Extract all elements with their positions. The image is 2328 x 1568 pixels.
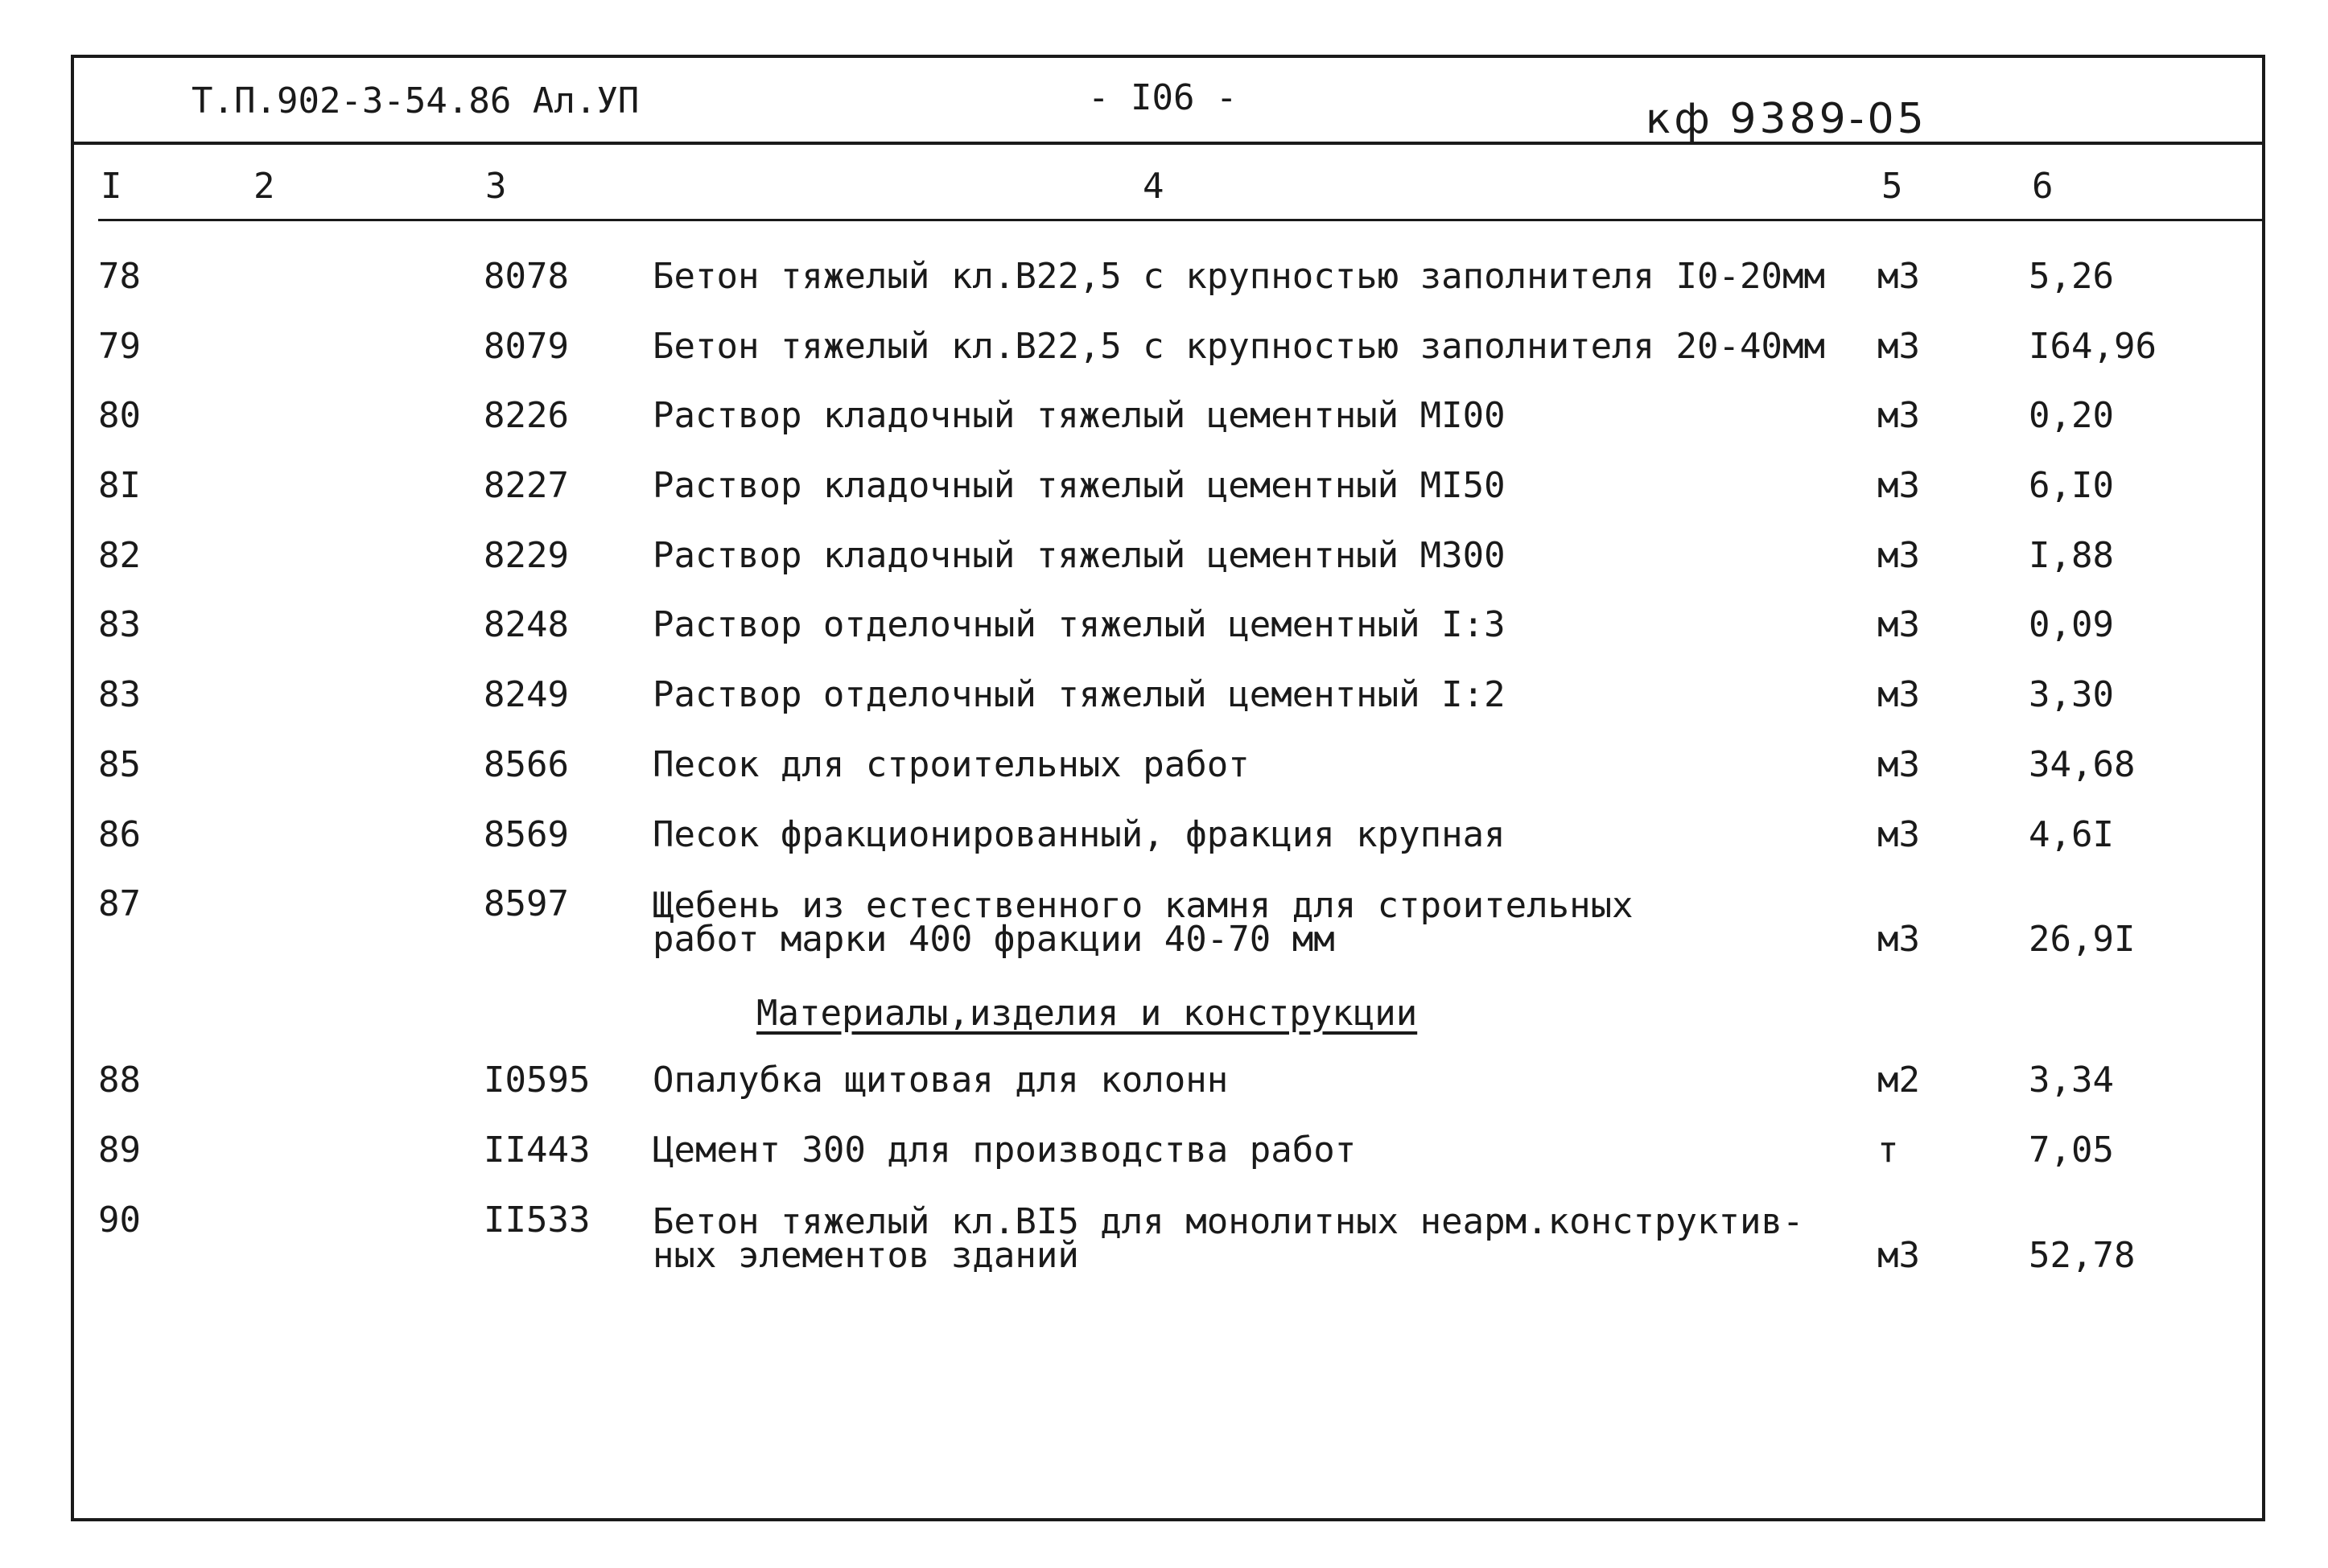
row-number: 85 (98, 744, 141, 785)
row-unit: м2 (1877, 1060, 1920, 1101)
page-number: - I06 - (1088, 77, 1238, 118)
row-number: 90 (98, 1200, 141, 1241)
row-code: 8597 (484, 883, 569, 924)
row-quantity: I64,96 (2029, 326, 2157, 367)
row-code: 8229 (484, 535, 569, 576)
row-description-line-2: работ марки 400 фракции 40-70 мм (653, 919, 1335, 960)
row-description-line-2: ных элементов зданий (653, 1235, 1079, 1276)
row-description: Раствор отделочный тяжелый цементный I:3 (653, 604, 1506, 645)
row-unit: м3 (1877, 814, 1920, 855)
row-quantity: 7,05 (2029, 1130, 2114, 1171)
row-code: I0595 (484, 1060, 591, 1101)
row-quantity: 4,6I (2029, 814, 2114, 855)
column-header-1: I (101, 166, 122, 207)
row-unit: м3 (1877, 535, 1920, 576)
row-quantity: 6,I0 (2029, 465, 2114, 506)
column-header-4: 4 (1143, 166, 1164, 207)
row-code: 8079 (484, 326, 569, 367)
row-code: 8248 (484, 604, 569, 645)
row-quantity: I,88 (2029, 535, 2114, 576)
row-number: 82 (98, 535, 141, 576)
row-quantity: 3,34 (2029, 1060, 2114, 1101)
doc-code: Т.П.902-3-54.86 Ал.УП (192, 80, 640, 121)
row-number: 78 (98, 256, 141, 297)
row-description: Раствор кладочный тяжелый цементный М300 (653, 535, 1506, 576)
row-unit: м3 (1877, 604, 1920, 645)
row-unit: м3 (1877, 326, 1920, 367)
row-code: 8226 (484, 395, 569, 436)
row-quantity: 0,20 (2029, 395, 2114, 436)
row-unit: м3 (1877, 1235, 1920, 1276)
row-quantity: 26,9I (2029, 919, 2136, 960)
row-description: Раствор отделочный тяжелый цементный I:2 (653, 674, 1506, 715)
column-header-6: 6 (2032, 166, 2054, 207)
row-number: 86 (98, 814, 141, 855)
row-number: 8I (98, 465, 141, 506)
row-description: Цемент 300 для производства работ (653, 1130, 1357, 1171)
row-number: 89 (98, 1130, 141, 1171)
row-unit: м3 (1877, 395, 1920, 436)
row-description: Песок фракционированный, фракция крупная (653, 814, 1506, 855)
row-unit: т (1877, 1130, 1899, 1171)
column-header-3: 3 (485, 166, 507, 207)
column-header-2: 2 (253, 166, 275, 207)
row-unit: м3 (1877, 744, 1920, 785)
row-description: Песок для строительных работ (653, 744, 1250, 785)
column-header-divider (98, 219, 2262, 221)
handwritten-note: кф 9389-05 (1646, 95, 1927, 143)
row-description: Опалубка щитовая для колонн (653, 1060, 1229, 1101)
row-description-line-1: Бетон тяжелый кл.ВI5 для монолитных неарм.конструктив- (653, 1201, 1804, 1242)
row-quantity: 34,68 (2029, 744, 2136, 785)
row-unit: м3 (1877, 919, 1920, 960)
row-number: 87 (98, 883, 141, 924)
row-number: 83 (98, 604, 141, 645)
row-number: 83 (98, 674, 141, 715)
column-header-5: 5 (1881, 166, 1903, 207)
row-number: 88 (98, 1060, 141, 1101)
section-heading: Материалы,изделия и конструкции (756, 993, 1418, 1034)
row-code: II443 (484, 1130, 591, 1171)
row-description: Бетон тяжелый кл.В22,5 с крупностью заполнителя I0-20мм (653, 256, 1825, 297)
row-description-line-1: Щебень из естественного камня для строительных (653, 885, 1634, 926)
row-code: II533 (484, 1200, 591, 1241)
row-unit: м3 (1877, 674, 1920, 715)
row-quantity: 3,30 (2029, 674, 2114, 715)
row-number: 80 (98, 395, 141, 436)
row-number: 79 (98, 326, 141, 367)
row-code: 8078 (484, 256, 569, 297)
row-unit: м3 (1877, 465, 1920, 506)
row-description: Раствор кладочный тяжелый цементный МI00 (653, 395, 1506, 436)
row-code: 8569 (484, 814, 569, 855)
row-quantity: 52,78 (2029, 1235, 2136, 1276)
row-code: 8227 (484, 465, 569, 506)
row-description: Раствор кладочный тяжелый цементный МI50 (653, 465, 1506, 506)
row-code: 8249 (484, 674, 569, 715)
row-code: 8566 (484, 744, 569, 785)
row-quantity: 5,26 (2029, 256, 2114, 297)
header-divider (74, 142, 2262, 145)
row-description: Бетон тяжелый кл.В22,5 с крупностью заполнителя 20-40мм (653, 326, 1825, 367)
row-unit: м3 (1877, 256, 1920, 297)
row-quantity: 0,09 (2029, 604, 2114, 645)
